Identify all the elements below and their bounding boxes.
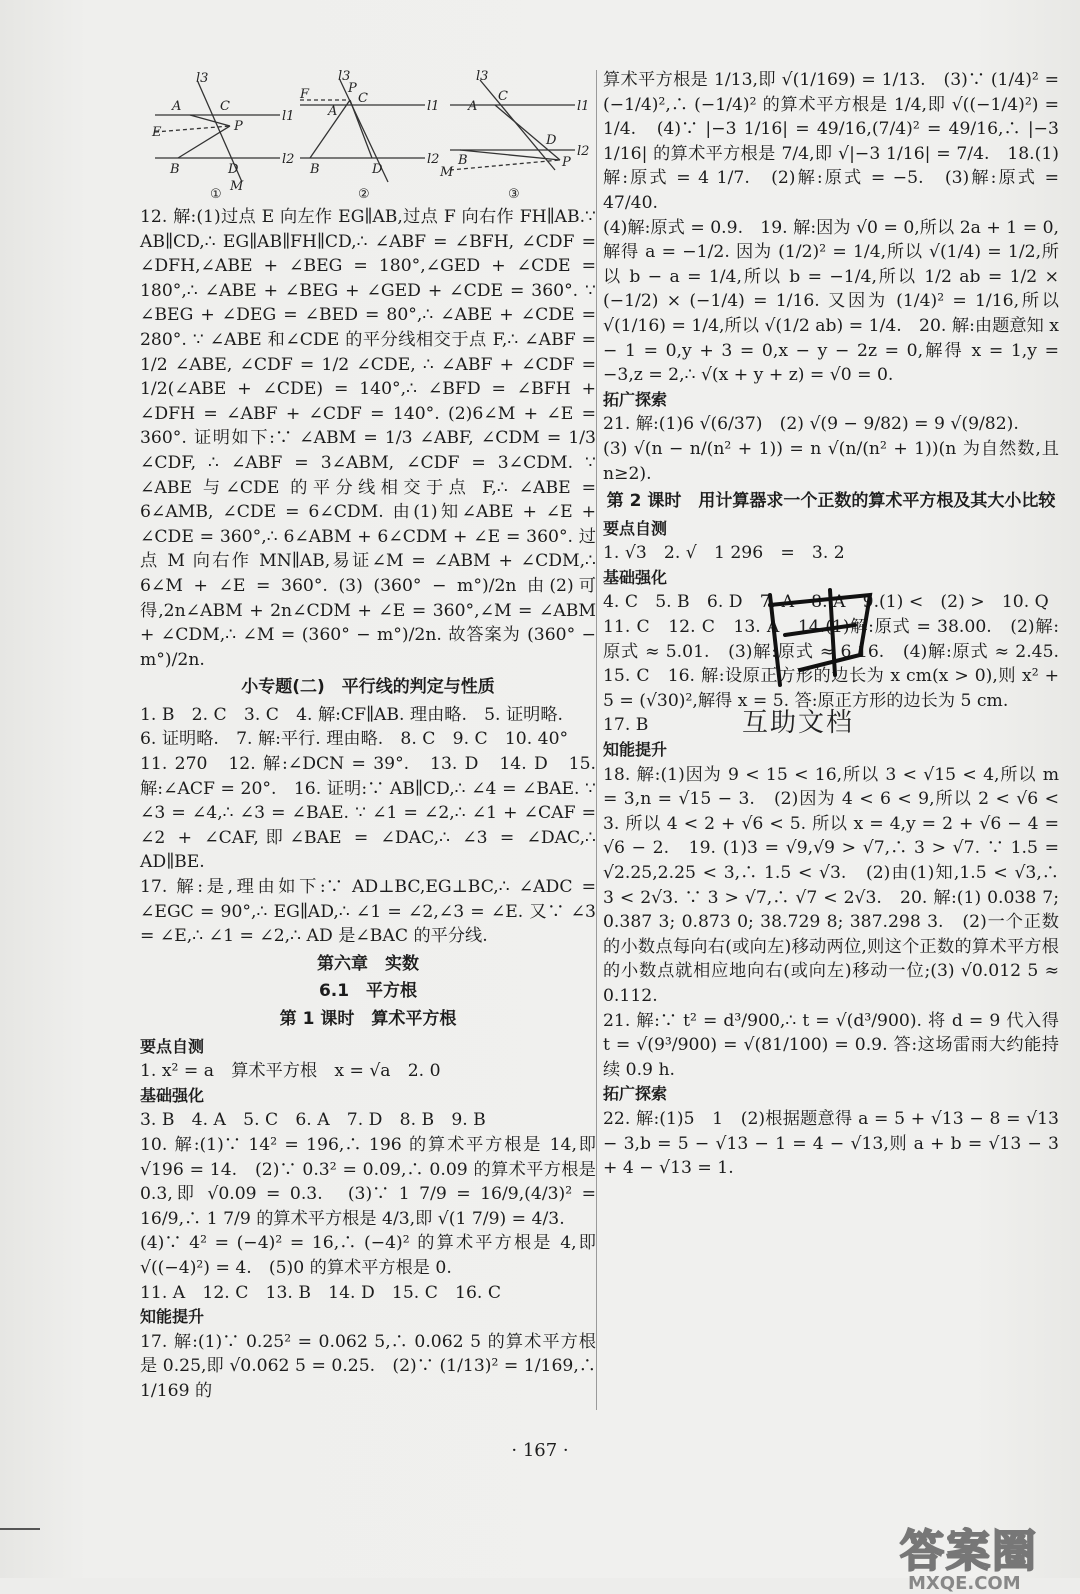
- answer-row-3: 11. 270 12. 解:∠DCN = 39°. 13. D 14. D 15. 解:∠ACF = 20°. 16. 证明:∵ AB∥CD,∴ ∠4 = ∠BAE. ∵ ∠3 = ∠4,∴ ∠3 = ∠BAE. ∵ ∠1 = ∠2,∴ ∠1 + ∠CAF = ∠2 + ∠CAF,即∠BAE = ∠DAC,∴ ∠3 = ∠DAC,∴ AD∥BE.: [140, 754, 596, 873]
- subheading-basic: 基础强化: [140, 1085, 205, 1105]
- answer-10-cont: (4)∵ 4² = (−4)² = 16,∴ (−4)² 的算术平方根是 4,即 √((−4)²) = 4. (5)0 的算术平方根是 0.: [140, 1233, 596, 1278]
- fig1-label-M: M: [230, 179, 244, 194]
- answer-10: 10. 解:(1)∵ 14² = 196,∴ 196 的算术平方根是 14,即 √196 = 14. (2)∵ 0.3² = 0.09,∴ 0.09 的算术平方根是 0.3,即 √0.09 = 0.3. (3)∵ 1 7/9 = 16/9,(4/3)² = 16/9,∴ 1 7/9 的算术平方根是 4/3,即 √(1 7/9) = 4/3.: [140, 1134, 596, 1229]
- fig1-label-D: D: [228, 162, 239, 177]
- subheading-key-points: 要点自测: [140, 1036, 205, 1056]
- answer-17: 17. 解:是,理由如下:∵ AD⊥BC,EG⊥BC,∴ ∠ADC = ∠EGC = 90°,∴ EG∥AD,∴ ∠1 = ∠2,∠3 = ∠E. 又∵ ∠3 = ∠E,∴ ∠1 = ∠2,∴ AD 是∠BAC 的平分线.: [140, 877, 596, 947]
- answer-row-2: 6. 证明略. 7. 解:平行. 理由略. 8. C 9. C 10. 40°: [140, 729, 569, 750]
- fig1-label-A: A: [172, 99, 182, 114]
- answer-21-3: (3) √(n − n/(n² + 1)) = n √(n/(n² + 1))(n 为自然数,且 n≥2).: [603, 438, 1059, 484]
- answer-row-1: 1. B 2. C 3. C 4. 解:CF∥AB. 理由略. 5. 证明略.: [140, 704, 564, 725]
- fig2-label-A: A: [328, 104, 338, 119]
- subheading-improve-2: 知能提升: [603, 740, 668, 760]
- fig3-label-M: M: [440, 165, 454, 180]
- lesson-title: 第 1 课时 算术平方根: [279, 1009, 457, 1029]
- lesson-2-title: 第 2 课时 用计算器求一个正数的算术平方根及其大小比较: [606, 491, 1056, 512]
- logo-text: 答案圈: [900, 1526, 1038, 1577]
- answer-17-b: 17. B: [603, 715, 649, 736]
- fig2-label-P: P: [348, 81, 357, 96]
- section-title-special-topic-2: 小专题(二) 平行线的判定与性质: [241, 677, 495, 698]
- corner-mark: [0, 1528, 40, 1580]
- column-divider: [596, 70, 597, 1410]
- figure-3: [450, 80, 575, 170]
- answer-row-11-16: 11. A 12. C 13. B 14. D 15. C 16. C: [140, 1282, 501, 1303]
- answer-18-20: (4)解:原式 = 0.9. 19. 解:因为 √0 = 0,所以 2a + 1 = 0,解得 a = −1/2. 因为 (1/2)² = 1/4,所以 √(1/4) = 1/2,所以 b − a = 1/4,所以 b = −1/4,所以 1/2 ab = 1/2 × (−1/2) × (−1/4) = 1/16. 又因为 (1/4)² = 1/16,所以 √(1/16) = 1/4,所以 √(1/2 ab) = 1/4. 20. 解:由题意知 x − 1 = 0,y + 3 = 0,x − y − 2z = 0,解得 x = 1,y = −3,z = 2,∴ √(x + y + z) = √0 = 0.: [603, 217, 1059, 386]
- fig3-label-l1: l1: [577, 99, 590, 114]
- fig1-label-B: B: [170, 162, 180, 177]
- section-title: 6.1 平方根: [318, 981, 418, 1002]
- subheading-basic-2: 基础强化: [603, 567, 668, 587]
- fig1-label-l1: l1: [282, 109, 295, 124]
- page-number: · 167 ·: [511, 1440, 569, 1461]
- site-logo: [900, 1515, 1038, 1594]
- answer-22: 22. 解:(1)5 1 (2)根据题意得 a = 5 + √13 − 8 = √13 − 3,b = 5 − √13 − 1 = 4 − √13,则 a + b = √13 − 3 + 4 − √13 = 1.: [603, 1108, 1059, 1179]
- fig2-label-l2: l2: [427, 152, 440, 167]
- fig1-label-C: C: [220, 99, 230, 114]
- chapter-title: 第六章 实数: [317, 953, 419, 974]
- fig2-label-C: C: [358, 91, 368, 106]
- fig3-label-B: B: [458, 153, 468, 168]
- subheading-improve: 知能提升: [140, 1307, 205, 1327]
- answer-row-key-points: 1. x² = a 算术平方根 x = √a 2. 0: [140, 1061, 441, 1082]
- geometry-figures: [150, 70, 590, 200]
- answer-18-20-b: 18. 解:(1)因为 9 < 15 < 16,所以 3 < √15 < 4,所以 m = 3,n = √15 − 3. (2)因为 4 < 6 < 9,所以 2 < √6 < 3. 所以 4 < 2 + √6 < 5. 所以 x = 4,y = 2 + √6 − 4 = √6 − 2. 19. (1)3 = √9,√9 > √7,∴ 3 > √7. ∵ 1.5 = √2.25,2.25 < 3,∴ 1.5 < √3. (2)由(1)知,1.5 < √3,∴ 3 < 2√3. ∵ 3 > √7,∴ √7 < 2√3. 20. 解:(1) 0.038 7; 0.387 3; 0.873 0; 38.729 8; 387.298 3. (2)一个正数的小数点每向右(或向左)移动两位,则这个正数的算术平方根的小数点就相应地向右(或向左)移动一位;(3) √0.012 5 ≈ 0.112.: [603, 764, 1059, 1006]
- answer-row-11-16: 11. C 12. C 13. A 14.(1)解:原式 = 38.00. (2)解:原式 ≈ 5.01. (3)解:原式 ≈ 6.16. (4)解:原式 ≈ 2.45. 15. C 16. 解:设原正方形的边长为 x cm(x > 0),则 x² + 5 = (√30)²,解得 x = 5. 答:原正方形的边长为 5 cm.: [603, 617, 1077, 711]
- fig3-label-l3: l3: [476, 70, 489, 84]
- fig1-label-l3: l3: [196, 71, 209, 86]
- watermark-text: 互助文档: [742, 708, 855, 738]
- fig1-label-l2: l2: [282, 152, 295, 167]
- answer-21-b: 21. 解:∵ t² = d³/900,∴ t = √(d³/900). 将 d = 9 代入得 t = √(9³/900) = √(81/100) = 0.9. 答:这场雷雨大约能持续 0.9 h.: [603, 1010, 1059, 1080]
- fig1-label-E: E: [152, 125, 162, 140]
- answer-row-basic: 3. B 4. A 5. C 6. A 7. D 8. B 9. B: [140, 1110, 486, 1131]
- subheading-key-points-2: 要点自测: [603, 518, 668, 538]
- fig2-label-B: B: [310, 162, 320, 177]
- answer-17-cont: 算术平方根是 1/13,即 √(1/169) = 1/13. (3)∵ (1/4)² = (−1/4)²,∴ (−1/4)² 的算术平方根是 1/4,即 √((−1/4)²) = 1/4. (4)∵ |−3 1/16| = 49/16,(7/4)² = 49/16,∴ |−3 1/16| 的算术平方根是 7/4,即 √|−3 1/16| = 7/4. 18.(1)解:原式 = 4 1/7. (2)解:原式 = −5. (3)解:原式 = 47/40.: [603, 70, 1059, 213]
- answer-17b: 17. 解:(1)∵ 0.25² = 0.062 5,∴ 0.062 5 的算术平方根是 0.25,即 √0.062 5 = 0.25. (2)∵ (1/13)² = 1/169,∴ 1/169 的: [140, 1331, 596, 1401]
- fig2-label-F: F: [300, 87, 310, 102]
- fig2-caption: ②: [358, 187, 370, 200]
- fig3-caption: ③: [508, 187, 520, 200]
- fig1-label-P: P: [234, 119, 243, 134]
- fig3-label-C: C: [498, 89, 508, 104]
- subheading-extend-2: 拓广探索: [603, 1084, 668, 1104]
- fig1-caption: ①: [210, 187, 222, 200]
- fig3-label-A: A: [468, 99, 478, 114]
- fig3-label-l2: l2: [577, 144, 590, 159]
- answer-12: 12. 解:(1)过点 E 向左作 EG∥AB,过点 F 向右作 FH∥AB.∵ AB∥CD,∴ EG∥AB∥FH∥CD,∴ ∠ABF = ∠BFH, ∠CDF = ∠DFH,∠ABE + ∠BEG = 180°,∠GED + ∠CDE = 180°,∴ ∠ABE + ∠BEG + ∠GED + ∠CDE = 360°. ∵ ∠BEG + ∠DEG = ∠BED = 80°,∴ ∠ABE + ∠CDE = 280°. ∵ ∠ABE 和∠CDE 的平分线相交于点 F,∴ ∠ABF = 1/2 ∠ABE, ∠CDF = 1/2 ∠CDE, ∴ ∠ABF + ∠CDF = 1/2(∠ABE + ∠CDE) = 140°,∴ ∠BFD = ∠BFH + ∠DFH = ∠ABF + ∠CDF = 140°. (2)6∠M + ∠E = 360°. 证明如下:∵ ∠ABM = 1/3 ∠ABF, ∠CDM = 1/3 ∠CDF, ∴ ∠ABF = 3∠ABM, ∠CDF = 3∠CDM. ∵ ∠ABE 与∠CDE 的平分线相交于点 F,∴ ∠ABE = 6∠AMB, ∠CDE = 6∠CDM. 由(1)知∠ABE + ∠E + ∠CDE = 360°,∴ 6∠ABM + 6∠CDM + ∠E = 360°. 过点 M 向右作 MN∥AB,易证∠M = ∠ABM + ∠CDM,∴ 6∠M + ∠E = 360°. (3) (360° − m°)/2n 由(2)可得,2n∠ABM + 2n∠CDM + ∠E = 360°,∠M = ∠ABM + ∠CDM,∴ ∠M = (360° − m°)/2n. 故答案为 (360° − m°)/2n.: [140, 207, 596, 670]
- answer-21: 21. 解:(1)6 √(6/37) (2) √(9 − 9/82) = 9 √(9/82).: [603, 414, 1019, 435]
- fig2-label-l3: l3: [338, 70, 351, 84]
- handwritten-scribble: [740, 575, 900, 705]
- answer-row-4-10: 4. C 5. B 6. D 7. A 8. A 9.(1) < (2) > 10. Q: [603, 592, 1049, 613]
- fig2-label-D: D: [372, 162, 383, 177]
- fig2-label-l1: l1: [427, 99, 440, 114]
- subheading-extend: 拓广探索: [603, 389, 668, 409]
- fig3-label-D: D: [546, 133, 557, 148]
- answer-row-1-3: 1. √3 2. √ 1 296 = 3. 2: [603, 543, 845, 564]
- left-column: [140, 205, 596, 1404]
- fig3-label-P: P: [562, 155, 571, 170]
- logo-url: MXQE.COM: [908, 1573, 1021, 1594]
